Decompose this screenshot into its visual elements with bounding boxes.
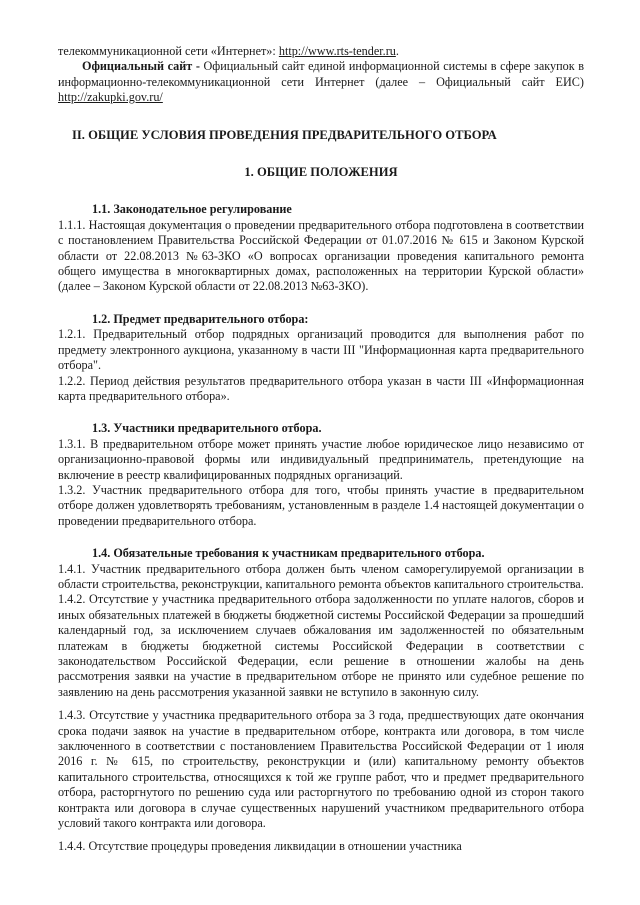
heading-1-4: 1.4. Обязательные требования к участникам предварительного отбора. [92,546,485,561]
paragraph-1-4-2: 1.4.2. Отсутствие у участника предварительного отбора задолженности по уплате налогов, сборов и иных обязательных платежей в бюджеты бюджетной системы Российской Федерации за прошедший календарный год, за исключением случаев обжалования им задолженностей по обязательным платежам в бюджеты бюджетной системы Российской Федерации в соответствии с законодательством Российской Федерации, если решение в отношении жалобы на день рассмотрения заявки на участие в предварительном отборе не принято или судебное решение по заявлению на день рассмотрения указанной заявки не вступило в законную силу. [58,592,584,699]
heading-1-1: 1.1. Законодательное регулирование [92,202,292,217]
paragraph-1-4-1: 1.4.1. Участник предварительного отбора должен быть членом саморегулируемой организации в области строительства, реконструкции, капитального ремонта объектов капитального строительства. [58,561,584,591]
official-site-paragraph [58,59,584,105]
intro-tail: . [395,44,399,58]
intro-text: телекоммуникационной сети «Интернет»: [58,44,279,58]
paragraph-1-4-4: 1.4.4. Отсутствие процедуры проведения ликвидации в отношении участника [58,839,462,854]
paragraph-1-4-3: 1.4.3. Отсутствие у участника предварительного отбора за 3 года, предшествующих дате окончания срока подачи заявок на участие в предварительном отборе, контракта или договора, в том числе заключенного в соответствии с постановлением Правительства Российской Федерации от 1 июля 2016 г. № 615, по строительству, реконструкции и (или) капитальному ремонту объектов капитального строительства, относящихся к той же группе работ, что и предмет предварительного отбора, расторгнутого по решению суда или расторгнутого по требованию одной из сторон такого контракта или договора в случае существенных нарушений участником предварительного отбора условий такого контракта или договора. [58,708,584,831]
paragraph-1-2-2: 1.2.2. Период действия результатов предварительного отбора указан в части III «Информационная карта предварительного отбора». [58,373,584,403]
section-title: II. ОБЩИЕ УСЛОВИЯ ПРОВЕДЕНИЯ ПРЕДВАРИТЕЛЬНОГО ОТБОРА [72,127,497,142]
official-site-text: Официальный сайт единой информационной системы в сфере закупок в информационно-телекоммуникационной сети Интернет (далее – Официальный сайт ЕИС) [58,59,584,89]
zakupki-link[interactable]: http://zakupki.gov.ru/ [58,90,163,105]
paragraph-1-1-1: 1.1.1. Настоящая документация о проведении предварительного отбора подготовлена в соответствии с постановлением Правительства Российской Федерации от 01.07.2016 № 615 и Законом Курской области от 22.08.2013 №63-ЗКО «О вопросах организации проведения капитального ремонта общего имущества в многоквартирных домах, расположенных на территории Курской области» (далее – Законом Курской области от 22.08.2013 №63-ЗКО). [58,217,584,294]
rts-tender-link[interactable]: http://www.rts-tender.ru [278,44,396,58]
official-site-label: Официальный сайт - [82,59,200,74]
paragraph-1-2-1: 1.2.1. Предварительный отбор подрядных организаций проводится для выполнения работ по предмету электронного аукциона, указанному в части III "Информационная карта предварительного отбора". [58,327,584,373]
paragraph-1-3-1: 1.3.1. В предварительном отборе может принять участие любое юридическое лицо независимо от организационно-правовой формы или индивидуальный предприниматель, претендующие на включение в реестр квалифицированных подрядных организаций. [58,436,584,482]
document-page [58,44,584,855]
heading-1-3: 1.3. Участники предварительного отбора. [92,421,322,436]
heading-1-2: 1.2. Предмет предварительного отбора: [92,311,309,326]
paragraph-1-3-2: 1.3.2. Участник предварительного отбора для того, чтобы принять участие в предварительном отборе должен удовлетворять требованиям, установленным в разделе 1.4 настоящей документации о проведении предварительного отбора. [58,482,584,528]
section-subtitle: 1. ОБЩИЕ ПОЛОЖЕНИЯ [244,165,398,180]
intro-line [58,44,584,59]
